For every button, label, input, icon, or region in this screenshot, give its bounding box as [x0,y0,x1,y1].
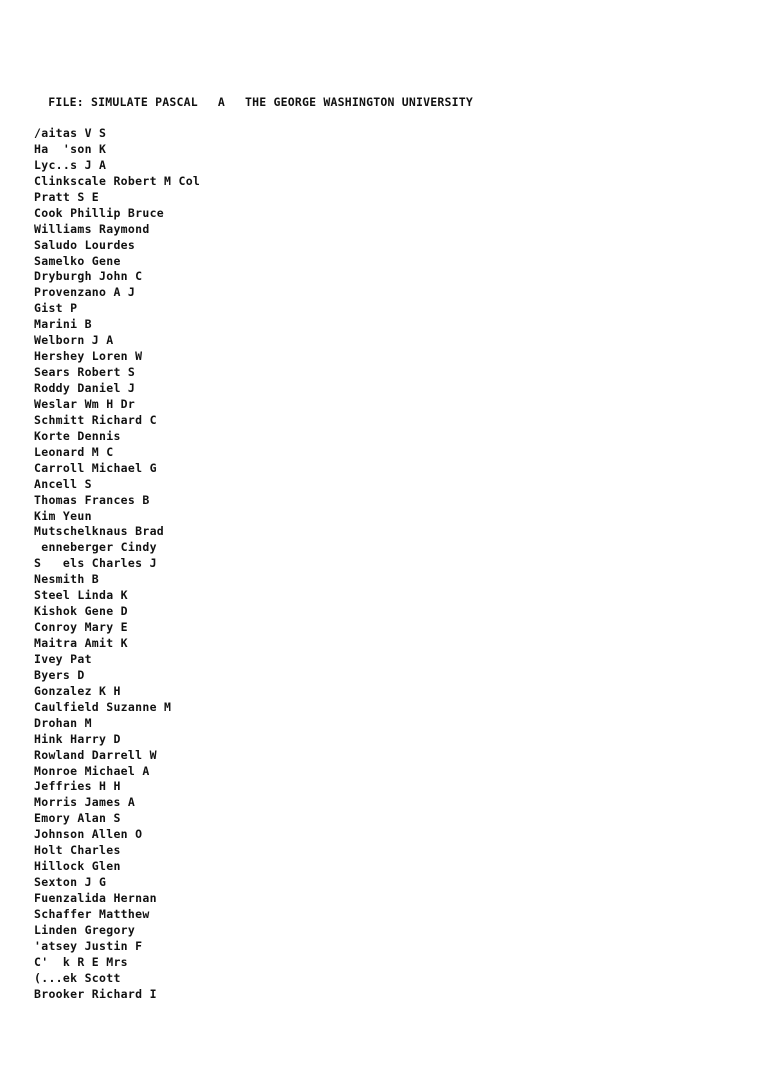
list-item: Conroy Mary E [34,620,128,635]
list-item: Cook Phillip Bruce [34,205,165,220]
list-item: Welborn J A [34,333,114,348]
name-list [34,126,200,1003]
list-item: Provenzano A J [34,285,136,300]
institution-name: THE GEORGE WASHINGTON UNIVERSITY [244,95,473,109]
list-item: S els Charles J [34,556,157,571]
list-item: Hink Harry D [34,731,121,746]
list-item: Schaffer Matthew [34,906,150,921]
list-item: Maitra Amit K [34,636,128,650]
list-item: Ivey Pat [34,651,92,666]
list-item: Lyc..s J A [34,157,107,172]
list-item: Jeffries H H [34,779,121,794]
list-item: Ancell S [34,476,92,491]
list-item: Thomas Frances B [34,492,150,507]
list-item: Morris James A [34,795,136,810]
list-item: Sexton J G [34,875,107,890]
list-item: Nesmith B [34,572,100,587]
list-item: Dryburgh John C [34,269,143,284]
list-item: Byers D [34,667,85,682]
list-item: Johnson Allen O [34,827,143,842]
list-item: Sears Robert S [34,365,136,380]
list-item: 'atsey Justin F [34,938,143,953]
list-item: Kishok Gene D [34,604,128,619]
list-item: Hillock Glen [34,859,121,874]
list-item: Emory Alan S [34,811,121,826]
list-item: Linden Gregory [34,922,136,937]
list-item: Gist P [34,301,78,316]
list-item: Leonard M C [34,444,114,459]
list-item: Brooker Richard I [34,986,157,1001]
list-item: Roddy Daniel J [34,381,136,395]
file-label: FILE: SIMULATE PASCAL [48,95,198,109]
list-item: Samelko Gene [34,253,121,268]
list-item: Carroll Michael G [34,460,157,475]
list-item: /aitas V S [34,126,107,140]
list-item: Monroe Michael A [34,763,150,778]
list-item: Weslar Wm H Dr [34,396,136,411]
list-item: Caulfield Suzanne M [34,699,172,714]
list-item: Ha 'son K [34,141,107,156]
list-item: Williams Raymond [34,221,150,236]
list-item: Holt Charles [34,843,121,858]
list-item: Saludo Lourdes [34,237,136,252]
list-item: enneberger Cindy [34,540,157,555]
list-item: Rowland Darrell W [34,747,157,762]
list-item: Marini B [34,317,92,332]
list-item: Steel Linda K [34,588,128,603]
list-item: Kim Yeun [34,508,92,523]
list-item: (...ek Scott [34,970,121,985]
list-item: Mutschelknaus Brad [34,524,165,539]
list-item: Clinkscale Robert M Col [34,173,201,188]
list-item: Gonzalez K H [34,683,121,698]
list-item: Fuenzalida Hernan [34,891,157,905]
list-item: C' k R E Mrs [34,954,128,969]
file-mode: A [217,95,225,109]
list-item: Hershey Loren W [34,349,143,364]
list-item: Drohan M [34,715,92,730]
list-item: Pratt S E [34,189,100,204]
list-item: Schmitt Richard C [34,412,157,427]
list-item: Korte Dennis [34,428,121,443]
page-header [34,78,473,110]
